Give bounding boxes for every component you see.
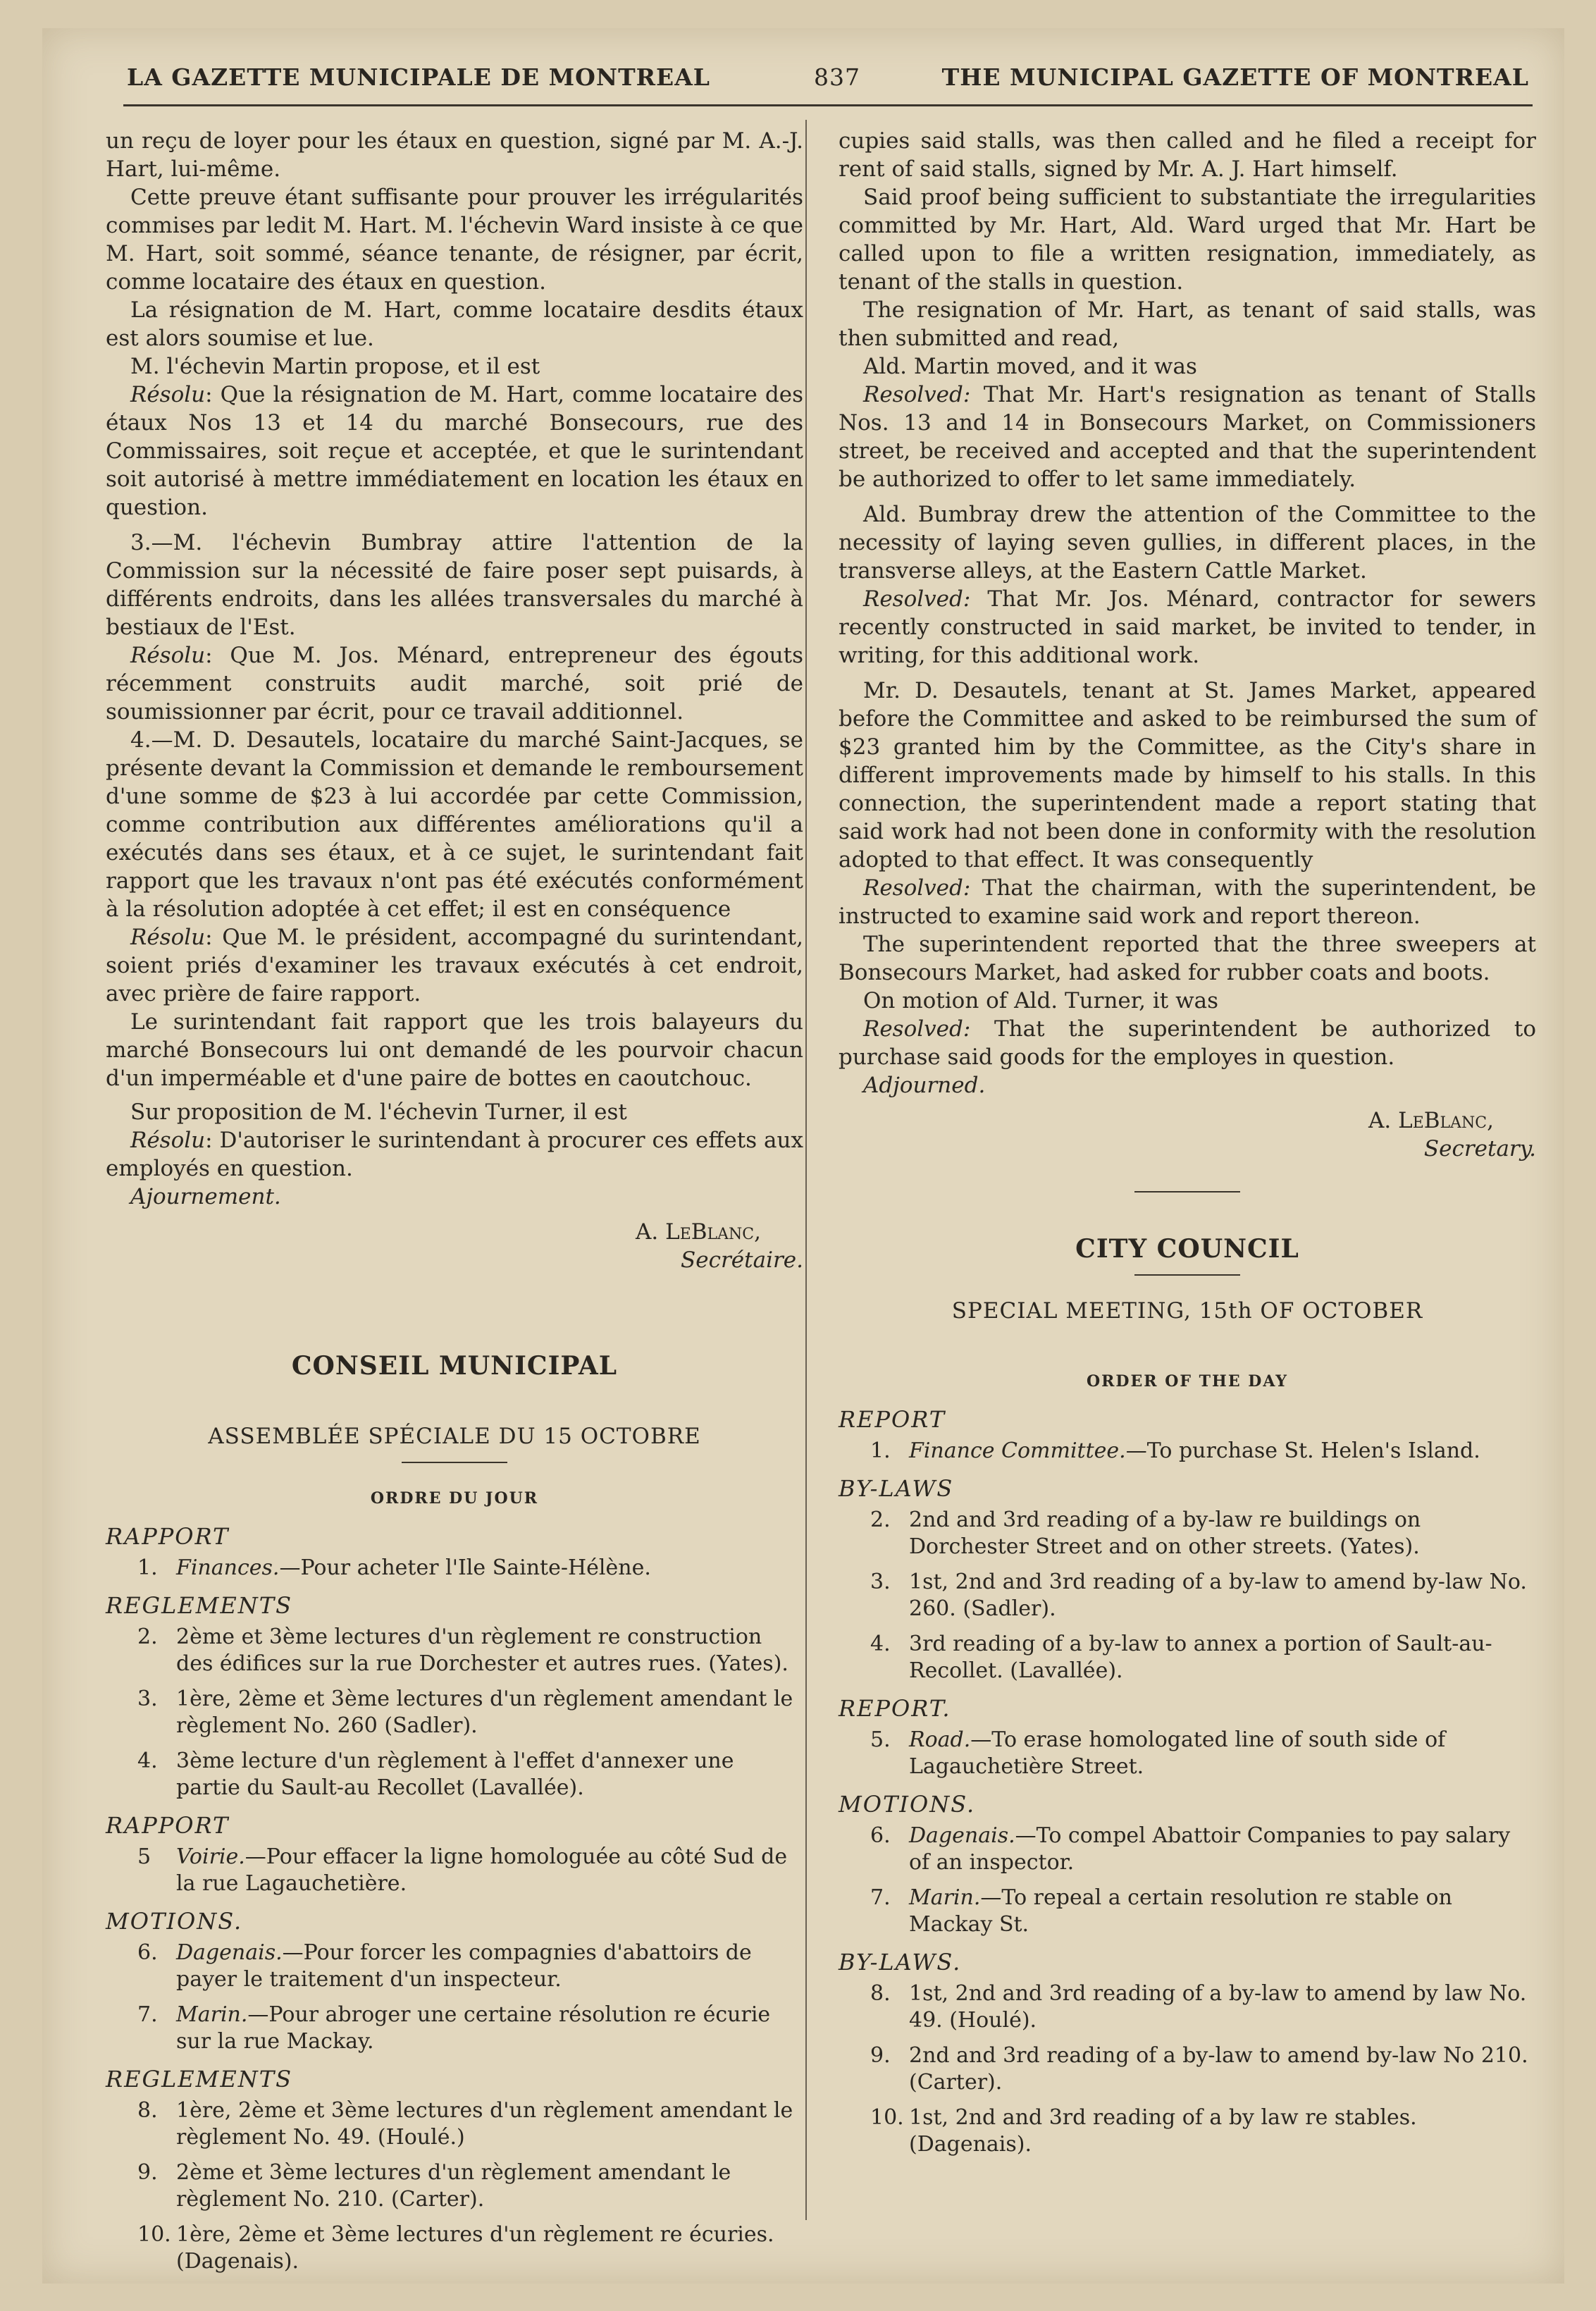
signature	[839, 1107, 1536, 1163]
item-number: 9.	[137, 2160, 158, 2185]
resolution-label: Resolved:	[863, 875, 971, 901]
paragraph: La résignation de M. Hart, comme locataire desdits étaux est alors soumise et lue.	[106, 297, 803, 351]
meeting-title: SPECIAL MEETING, 15th OF OCTOBER	[951, 1298, 1423, 1324]
column-divider	[805, 120, 807, 2220]
paragraph: Le surintendant fait rapport que les trois balayeurs du marché Bonsecours lui ont demandé de les pourvoir chacun d'un imperméable et d'une paire de bottes en caoutchouc.	[106, 1009, 803, 1091]
item-text: —To repeal a certain resolution re stable on Mackay St.	[909, 1885, 1452, 1937]
section-heading: BY-LAWS	[839, 1475, 954, 1502]
item-number: 4.	[870, 1632, 891, 1656]
resolution	[839, 1015, 1536, 1071]
paragraph: un reçu de loyer pour les étaux en question, signé par M. A.-J. Hart, lui-même.	[106, 128, 803, 182]
resolution-label: Resolved:	[863, 586, 971, 612]
resolution-text: : Que la résignation de M. Hart, comme locataire des étaux Nos 13 et 14 du marché Bonsecours, rue des Commissaires, soit reçue et acceptée, et que le surintendant soit autorisé à mettre immédiatement en location les étaux en question.	[106, 382, 803, 520]
resolution-text: : D'autoriser le surintendant à procurer ces effets aux employés en question.	[106, 1128, 803, 1181]
resolution	[839, 585, 1536, 670]
resolution-text: That the superintendent be authorized to purchase said goods for the employes in question.	[839, 1016, 1536, 1070]
item-text: 1st, 2nd and 3rd reading of a by law re stables. (Dagenais).	[909, 2105, 1417, 2157]
section-heading: REGLEMENTS	[106, 1592, 293, 1619]
item-label: Finances.	[176, 1555, 280, 1580]
adjournment: Adjourned.	[863, 1073, 986, 1098]
item-text: 1ère, 2ème et 3ème lectures d'un règlement amendant le règlement No. 260 (Sadler).	[176, 1687, 793, 1738]
list-item	[106, 2159, 803, 2213]
resolution-text: That Mr. Jos. Ménard, contractor for sewers recently constructed in said market, be invited to tender, in writing, for this additional work.	[839, 586, 1536, 668]
resolution-label: Resolved:	[863, 382, 971, 407]
resolution	[839, 381, 1536, 493]
paragraph: Ald. Bumbray drew the attention of the Committee to the necessity of laying seven gullies, in different places, in the transverse alleys, at the Eastern Cattle Market.	[839, 502, 1536, 584]
list-item	[106, 1555, 803, 1582]
item-label: Marin.	[176, 2002, 248, 2027]
section-heading: REGLEMENTS	[106, 2066, 293, 2093]
paragraph: 4.—M. D. Desautels, locataire du marché Saint-Jacques, se présente devant la Commission et demande le remboursement d'une somme de $23 à lui accordée par cette Commission, comme contribution aux différentes améliorations qu'il a exécutés dans ses étaux, et à ce sujet, le surintendant fait rapport que les travaux n'ont pas été exécutés conformément à la résolution adoptée à cet effet; il est en conséquence	[106, 727, 803, 922]
council-title: CONSEIL MUNICIPAL	[291, 1351, 618, 1381]
item-number: 2.	[137, 1625, 158, 1649]
divider	[1134, 1191, 1240, 1193]
section-heading: REPORT	[839, 1406, 946, 1433]
item-number: 5	[137, 1844, 151, 1869]
list-item	[106, 2221, 803, 2275]
item-number: 4.	[137, 1749, 158, 1773]
list-item	[106, 2002, 803, 2055]
paragraph: Mr. D. Desautels, tenant at St. James Market, appeared before the Committee and asked to be reimbursed the sum of $23 granted him by the Committee, as the City's share in different improvements made by himself to his stalls. In this connection, the superintendent made a report stating that said work had not been done in conformity with the resolution adopted to that effect. It was consequently	[839, 678, 1536, 873]
page-header	[127, 63, 1529, 106]
list-item	[839, 1727, 1536, 1780]
section-heading: RAPPORT	[106, 1523, 230, 1550]
paragraph: 3.—M. l'échevin Bumbray attire l'attention de la Commission sur la nécessité de faire poser sept puisards, à différents endroits, dans les allées transversales du marché à bestiaux de l'Est.	[106, 530, 803, 640]
item-text: 2ème et 3ème lectures d'un règlement amendant le règlement No. 210. (Carter).	[176, 2160, 731, 2212]
item-number: 10.	[870, 2105, 904, 2130]
paragraph: On motion of Ald. Turner, it was	[863, 988, 1219, 1013]
item-number: 7.	[870, 1885, 891, 1910]
item-number: 8.	[137, 2098, 158, 2123]
item-number: 1.	[137, 1555, 158, 1580]
item-label: Dagenais.	[176, 1940, 283, 1965]
list-item	[839, 1823, 1536, 1876]
item-text: —Pour acheter l'Ile Sainte-Hélène.	[279, 1555, 651, 1580]
list-item	[106, 1686, 803, 1739]
item-text: 3rd reading of a by-law to annex a portion of Sault-au-Recollet. (Lavallée).	[909, 1632, 1492, 1683]
item-label: Dagenais.	[909, 1823, 1015, 1848]
item-number: 10.	[137, 2222, 171, 2247]
paragraph: M. l'échevin Martin propose, et il est	[130, 354, 540, 379]
item-number: 8.	[870, 1981, 891, 2006]
list-item	[106, 1624, 803, 1677]
list-item	[839, 1507, 1536, 1560]
item-text: —To compel Abattoir Companies to pay salary of an inspector.	[909, 1823, 1511, 1875]
item-text: 2ème et 3ème lectures d'un règlement re construction des édifices sur la rue Dorchester et autres rues. (Yates).	[176, 1625, 788, 1676]
resolution	[106, 381, 803, 522]
council-title: CITY COUNCIL	[1075, 1234, 1299, 1264]
item-text: —To erase homologated line of south side of Lagauchetière Street.	[909, 1727, 1446, 1779]
resolution-text: : Que M. le président, accompagné du surintendant, soient priés d'examiner les travaux exécutés à cet endroit, avec prière de faire rapport.	[106, 925, 803, 1006]
section-heading: RAPPORT	[106, 1812, 230, 1839]
section-heading: MOTIONS.	[106, 1908, 243, 1935]
english-column	[839, 127, 1536, 2167]
item-text: 1ère, 2ème et 3ème lectures d'un règlement re écuries. (Dagenais).	[176, 2222, 774, 2274]
list-item	[839, 1569, 1536, 1622]
item-label: Road.	[909, 1727, 971, 1752]
item-label: Marin.	[909, 1885, 981, 1910]
resolution-label: Résolu	[130, 382, 206, 407]
list-item	[839, 1885, 1536, 1938]
resolution	[106, 641, 803, 726]
divider	[402, 1462, 507, 1463]
french-column	[106, 127, 803, 2284]
item-number: 3.	[137, 1687, 158, 1711]
item-label: Voirie.	[176, 1844, 245, 1869]
item-number: 6.	[137, 1940, 158, 1965]
list-item	[106, 1748, 803, 1801]
item-number: 2.	[870, 1508, 891, 1532]
header-title-french: LA GAZETTE MUNICIPALE DE MONTREAL	[127, 63, 711, 91]
item-number: 7.	[137, 2002, 158, 2027]
list-item	[839, 2104, 1536, 2158]
item-text: 2nd and 3rd reading of a by-law re buildings on Dorchester Street and on other streets. (Yates).	[909, 1508, 1421, 1559]
header-title-english: THE MUNICIPAL GAZETTE OF MONTREAL	[941, 63, 1529, 91]
list-item	[106, 1940, 803, 1993]
item-number: 6.	[870, 1823, 891, 1848]
paragraph: Cette preuve étant suffisante pour prouver les irrégularités commises par ledit M. Hart. M. l'échevin Ward insiste à ce que M. Hart, soit sommé, séance tenante, de résigner, par écrit, comme locataire des étaux en question.	[106, 185, 803, 295]
signature-role: Secrétaire.	[681, 1247, 803, 1273]
item-number: 9.	[870, 2043, 891, 2068]
divider	[1134, 1274, 1240, 1276]
resolution-label: Résolu	[130, 1128, 206, 1153]
item-text: 1st, 2nd and 3rd reading of a by-law to amend by-law No. 260. (Sadler).	[909, 1570, 1527, 1621]
paragraph: Said proof being sufficient to substantiate the irregularities committed by Mr. Hart, Ald. Ward urged that Mr. Hart be called upon to file a written resignation, immediately, as tenant of the stalls in question.	[839, 185, 1536, 295]
section-heading: REPORT.	[839, 1695, 951, 1722]
signature-name: A. LeBlanc,	[636, 1219, 761, 1245]
item-text: 2nd and 3rd reading of a by-law to amend by-law No 210. (Carter).	[909, 2043, 1528, 2095]
resolution-label: Résolu	[130, 925, 206, 950]
order-title: ORDRE DU JOUR	[370, 1489, 539, 1508]
item-number: 5.	[870, 1727, 891, 1752]
resolution-text: : Que M. Jos. Ménard, entrepreneur des égouts récemment construits audit marché, soit prié de soumissionner par écrit, pour ce travail additionnel.	[106, 643, 803, 725]
item-text: —Pour forcer les compagnies d'abattoirs de payer le traitement d'un inspecteur.	[176, 1940, 752, 1992]
signature	[106, 1218, 803, 1274]
list-item	[839, 1438, 1536, 1465]
list-item	[839, 1631, 1536, 1684]
signature-name: A. LeBlanc,	[1368, 1108, 1494, 1133]
item-label: Finance Committee.	[909, 1438, 1126, 1463]
resolution	[839, 874, 1536, 930]
item-text: 1ère, 2ème et 3ème lectures d'un règlement amendant le règlement No. 49. (Houlé.)	[176, 2098, 793, 2150]
item-text: —Pour abroger une certaine résolution re écurie sur la rue Mackay.	[176, 2002, 771, 2054]
meeting-title: ASSEMBLÉE SPÉCIALE DU 15 OCTOBRE	[208, 1424, 701, 1449]
list-item	[106, 1844, 803, 1897]
item-text: —Pour effacer la ligne homologuée au côté Sud de la rue Lagauchetière.	[176, 1844, 788, 1896]
resolution-text: That the chairman, with the superintendent, be instructed to examine said work and report thereon.	[839, 875, 1536, 929]
item-text: 1st, 2nd and 3rd reading of a by-law to amend by law No. 49. (Houlé).	[909, 1981, 1527, 2033]
paragraph: The resignation of Mr. Hart, as tenant of said stalls, was then submitted and read,	[839, 297, 1536, 351]
paragraph: cupies said stalls, was then called and he filed a receipt for rent of said stalls, signed by Mr. A. J. Hart himself.	[839, 128, 1536, 182]
resolution-label: Resolved:	[863, 1016, 971, 1042]
section-heading: MOTIONS.	[839, 1791, 976, 1818]
paragraph: Ald. Martin moved, and it was	[863, 354, 1197, 379]
item-number: 1.	[870, 1438, 891, 1463]
list-item	[839, 2042, 1536, 2096]
resolution-label: Résolu	[130, 643, 206, 668]
paragraph: Sur proposition de M. l'échevin Turner, il est	[130, 1099, 627, 1125]
section-heading: BY-LAWS.	[839, 1949, 962, 1976]
header-rule	[123, 104, 1533, 106]
item-text: —To purchase St. Helen's Island.	[1125, 1438, 1480, 1463]
list-item	[839, 1980, 1536, 2034]
resolution	[106, 923, 803, 1008]
page-number: 837	[814, 63, 860, 91]
resolution	[106, 1126, 803, 1183]
resolution-text: That Mr. Hart's resignation as tenant of Stalls Nos. 13 and 14 in Bonsecours Market, on Commissioners street, be received and accepted and that the superintendent be authorized to offer to let same immediately.	[839, 382, 1536, 492]
signature-role: Secretary.	[1423, 1136, 1536, 1161]
list-item	[106, 2097, 803, 2151]
paragraph: The superintendent reported that the three sweepers at Bonsecours Market, had asked for rubber coats and boots.	[839, 932, 1536, 985]
adjournment: Ajournement.	[130, 1184, 281, 1209]
item-text: 3ème lecture d'un règlement à l'effet d'annexer une partie du Sault-au Recollet (Lavallée).	[176, 1749, 734, 1800]
item-number: 3.	[870, 1570, 891, 1594]
order-title: ORDER OF THE DAY	[1086, 1372, 1289, 1391]
